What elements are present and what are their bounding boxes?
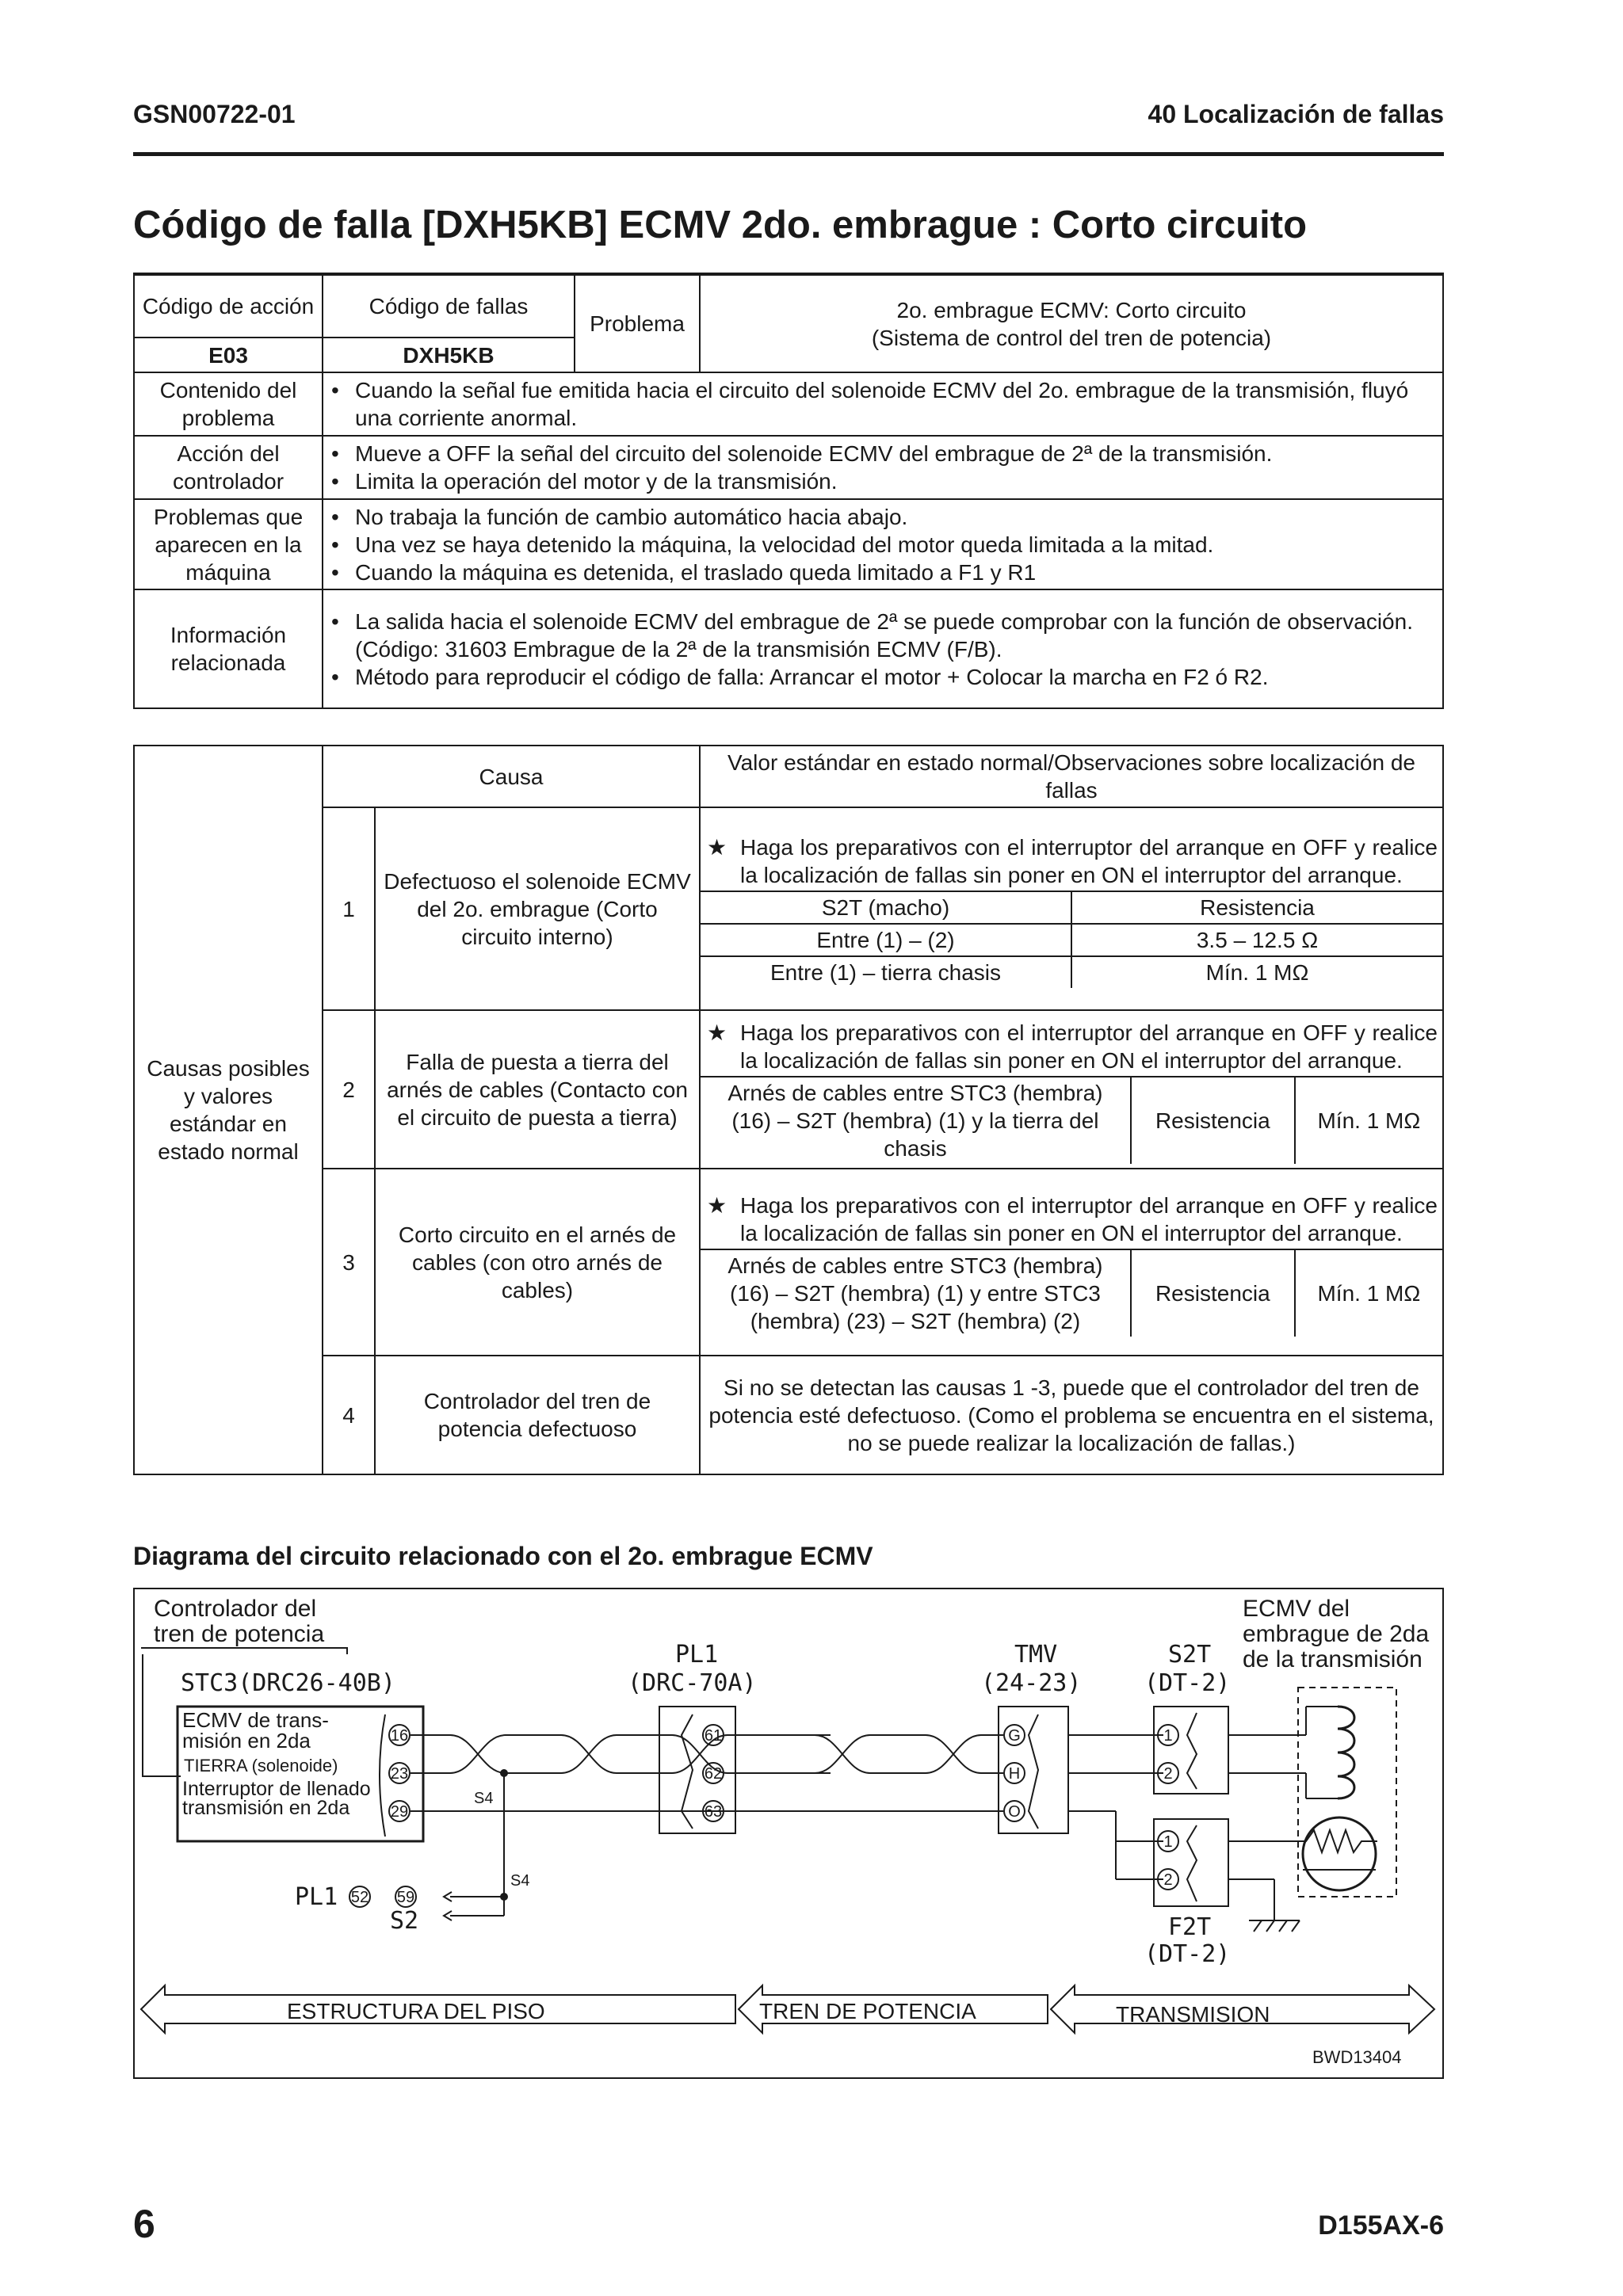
pl1-connector-box — [659, 1707, 735, 1833]
cause-text: Falla de puesta a tierra del arnés de cables (Contacto con el circuito de puesta a tierra) — [375, 1010, 700, 1169]
controller-title-1: Controlador del — [154, 1596, 317, 1622]
row-content-info — [323, 589, 1443, 708]
causes-left-label: Causas posibles y valores estándar en estado normal — [134, 746, 323, 1474]
sub-cell: 3.5 – 12.5 Ω — [1071, 924, 1442, 956]
prep-note: ★ Haga los preparativos con el interruptor del arranque en OFF y realice la localización de fallas sin poner en ON el interruptor del arranque. — [701, 1188, 1442, 1247]
pin-23: 23 — [390, 1765, 409, 1783]
failure-code-label: Código de fallas — [323, 274, 575, 338]
problem-text-line-2: (Sistema de control del tren de potencia) — [871, 325, 1272, 350]
sub-cell: Entre (1) – (2) — [701, 924, 1071, 956]
pl1-pin-61: 61 — [704, 1727, 723, 1745]
ecmv-title-2: embrague de 2da — [1243, 1621, 1430, 1647]
zone-floor: ESTRUCTURA DEL PISO — [287, 1999, 545, 2023]
stc3-connector-curve — [380, 1714, 385, 1836]
s2t-label: S2T — [1168, 1641, 1212, 1669]
list-item: • Mueve a OFF la señal del circuito del solenoide ECMV del embrague de 2ª de la transmisión. — [328, 440, 1438, 467]
cause-1-subtable — [701, 891, 1442, 988]
list-item: • Limita la operación del motor y de la transmisión. — [328, 467, 1438, 495]
ecmv-title-1: ECMV del — [1243, 1596, 1350, 1622]
problem-label: Problema — [575, 274, 700, 372]
row-label-info: Información relacionada — [134, 589, 323, 708]
sub-cell: Mín. 1 MΩ — [1071, 956, 1442, 988]
row-content-controller — [323, 436, 1443, 499]
pin-label-fill-1: Interruptor de llenado — [182, 1778, 371, 1800]
check-value: Mín. 1 MΩ — [1295, 1077, 1442, 1164]
junction-dot — [500, 1769, 508, 1777]
header-rule — [133, 152, 1444, 156]
figure-code: BWD13404 — [1312, 2047, 1402, 2067]
row-label-machine: Problemas que aparecen en la máquina — [134, 499, 323, 589]
stc3-label: STC3(DRC26-40B) — [181, 1669, 395, 1697]
check-description: Arnés de cables entre STC3 (hembra) (16) – S2T (hembra) (1) y entre STC3 (hembra) (23) – S2T (hembra) (2) — [701, 1249, 1131, 1337]
ecmv-wires — [1228, 1707, 1338, 1920]
cause-number: 3 — [323, 1169, 375, 1356]
pl1-lower-label: PL1 — [295, 1883, 338, 1911]
tmv-pin-g: G — [1008, 1727, 1021, 1745]
check-item: Resistencia — [1131, 1249, 1295, 1337]
zone-powertrain: TREN DE POTENCIA — [759, 1999, 976, 2023]
check-value: Mín. 1 MΩ — [1295, 1249, 1442, 1337]
cause-2-subtable — [701, 1076, 1442, 1164]
value-header: Valor estándar en estado normal/Observaciones sobre localización de fallas — [700, 746, 1443, 807]
tmv-type: (24-23) — [981, 1669, 1082, 1697]
list-item: • No trabaja la función de cambio automático hacia abajo. — [328, 503, 1438, 531]
s2-label: S2 — [390, 1907, 419, 1935]
cause-text: Defectuoso el solenoide ECMV del 2o. embrague (Corto circuito interno) — [375, 807, 700, 1010]
cause-text: Corto circuito en el arnés de cables (con otro arnés de cables) — [375, 1169, 700, 1356]
list-item: • La salida hacia el solenoide ECMV del embrague de 2ª se puede comprobar con la función de observación. — [328, 608, 1438, 635]
tmv-pins — [1004, 1725, 1025, 1821]
f2t-type: (DT-2) — [1144, 1940, 1231, 1968]
list-item: (Código: 31603 Embrague de la 2ª de la transmisión ECMV (F/B). — [355, 636, 1002, 662]
causes-table — [133, 745, 1444, 1475]
info-table — [133, 273, 1444, 709]
sub-cell: Entre (1) – tierra chasis — [701, 956, 1071, 988]
junction-dot — [500, 1893, 508, 1901]
action-code: E03 — [134, 338, 323, 372]
pl1-label: PL1 — [675, 1641, 719, 1669]
s2t-connector-split — [1187, 1713, 1197, 1789]
check-item: Resistencia — [1131, 1077, 1295, 1164]
pl1-pin-63: 63 — [704, 1803, 723, 1821]
row-label-controller: Acción del controlador — [134, 436, 323, 499]
tmv-label: TMV — [1014, 1641, 1058, 1669]
list-item: • Método para reproducir el código de falla: Arrancar el motor + Colocar la marcha en F2 ó R2. — [328, 663, 1438, 691]
doc-code: GSN00722-01 — [133, 100, 296, 128]
tmv-connector-split — [1029, 1714, 1038, 1829]
ground-icon — [1249, 1920, 1300, 1932]
ecmv-title-3: de la transmisión — [1243, 1646, 1423, 1672]
list-item: • Cuando la máquina es detenida, el traslado queda limitado a F1 y R1 — [328, 559, 1438, 586]
s2t-pin-1: 1 — [1163, 1727, 1173, 1745]
section-title: 40 Localización de fallas — [1148, 100, 1444, 128]
wires-stc3-pl1 — [411, 1735, 831, 1920]
pl1-pins — [703, 1725, 724, 1821]
f2t-connector-split — [1187, 1825, 1197, 1901]
pin-label-ecmv-1: ECMV de trans- — [182, 1708, 329, 1732]
prep-note: ★ Haga los preparativos con el interruptor del arranque en OFF y realice la localización de fallas sin poner en ON el interruptor del arranque. — [701, 830, 1442, 889]
prep-note: ★ Haga los preparativos con el interruptor del arranque en OFF y realice la localización de fallas sin poner en ON el interruptor del arranque. — [701, 1016, 1442, 1074]
wires-pl1-tmv — [735, 1735, 1003, 1811]
cause-number: 2 — [323, 1010, 375, 1169]
tmv-pin-h: H — [1008, 1765, 1021, 1783]
fill-switch-icon — [1303, 1817, 1376, 1890]
diagram-heading: Diagrama del circuito relacionado con el 2o. embrague ECMV — [133, 1542, 873, 1570]
pin-16: 16 — [390, 1727, 409, 1745]
problem-text — [700, 274, 1443, 372]
f2t-pin-1: 1 — [1163, 1833, 1173, 1851]
controller-title-underline — [141, 1648, 347, 1654]
pin-label-fill-2: transmisión en 2da — [182, 1797, 350, 1819]
pin-label-ground: TIERRA (solenoide) — [184, 1756, 338, 1775]
circuit-diagram — [133, 1588, 1444, 2079]
action-code-label: Código de acción — [134, 274, 323, 338]
cause-number: 1 — [323, 807, 375, 1010]
failure-code: DXH5KB — [323, 338, 575, 372]
ecmv-dashed-outline — [1298, 1688, 1396, 1897]
s2t-type: (DT-2) — [1144, 1669, 1231, 1697]
tmv-pin-o: O — [1008, 1803, 1021, 1821]
model-code: D155AX-6 — [1318, 2210, 1444, 2241]
cause-3-values — [700, 1169, 1443, 1356]
pl1-pin-62: 62 — [704, 1765, 723, 1783]
zone-transmission: TRANSMISION — [1116, 2002, 1270, 2027]
solenoid-coil-icon — [1338, 1707, 1354, 1798]
pl1-pin-52: 52 — [350, 1889, 369, 1906]
f2t-pin-2: 2 — [1163, 1871, 1173, 1889]
row-content-problem — [323, 372, 1443, 436]
cause-number: 4 — [323, 1356, 375, 1474]
page-number: 6 — [133, 2202, 155, 2246]
list-item: • Cuando la señal fue emitida hacia el circuito del solenoide ECMV del 2o. embrague de la transmisión, fluyó una corriente anormal. — [328, 376, 1438, 432]
row-label-content: Contenido del problema — [134, 372, 323, 436]
sub-header-item: Resistencia — [1071, 891, 1442, 924]
list-item: • Una vez se haya detenido la máquina, la velocidad del motor queda limitada a la mitad. — [328, 531, 1438, 559]
cause-1-values — [700, 807, 1443, 1010]
cause-header: Causa — [323, 746, 700, 807]
s4-label-lower: S4 — [510, 1872, 530, 1890]
f2t-label: F2T — [1168, 1913, 1212, 1941]
problem-text-line-1: 2o. embrague ECMV: Corto circuito — [896, 297, 1247, 322]
cause-3-subtable — [701, 1249, 1442, 1337]
cause-4-note: Si no se detectan las causas 1 -3, puede que el controlador del tren de potencia esté defectuoso. (Como el problema se encuentra en el sistema, no se puede realizar la localización de fallas.) — [700, 1356, 1443, 1474]
wires-tmv-s2t — [1068, 1735, 1163, 1879]
controller-outline — [143, 1654, 181, 1776]
sub-header-connector: S2T (macho) — [701, 891, 1071, 924]
row-content-machine — [323, 499, 1443, 589]
cause-text: Controlador del tren de potencia defectuoso — [375, 1356, 700, 1474]
pin-label-ecmv-2: misión en 2da — [182, 1729, 311, 1753]
cause-2-values — [700, 1010, 1443, 1169]
pin-29: 29 — [390, 1803, 409, 1821]
controller-title-2: tren de potencia — [154, 1621, 325, 1647]
s2t-pin-2: 2 — [1163, 1765, 1173, 1783]
s4-label-upper: S4 — [474, 1790, 494, 1807]
page-title: Código de falla [DXH5KB] ECMV 2do. embrague : Corto circuito — [133, 204, 1308, 246]
check-description: Arnés de cables entre STC3 (hembra) (16) – S2T (hembra) (1) y la tierra del chasis — [701, 1077, 1131, 1164]
pl1-type: (DRC-70A) — [628, 1669, 757, 1697]
pl1-pin-59: 59 — [396, 1889, 415, 1906]
